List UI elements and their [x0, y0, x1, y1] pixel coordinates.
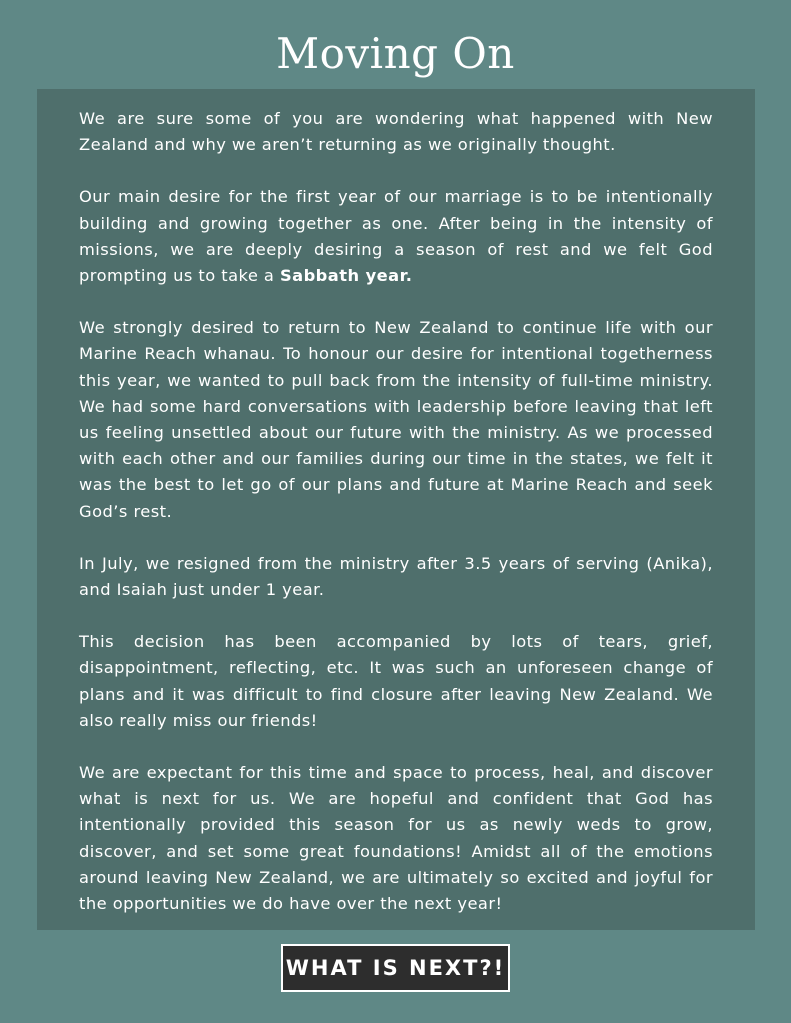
paragraph-intro: We are sure some of you are wondering what happened with New Zealand and why we aren’t returning as we originally thought.: [79, 109, 713, 155]
paragraph-resignation: In July, we resigned from the ministry after 3.5 years of serving (Anika), and Isaiah just under 1 year.: [79, 553, 713, 600]
what-is-next-button[interactable]: WHAT IS NEXT?!: [281, 944, 510, 992]
paragraph-expectant: We are expectant for this time and space to process, heal, and discover what is next for us. We are hopeful and confident that God has intentionally provided this season for us as newly weds to grow, discover, and set some great foundations! Amidst all of the emotions around leaving New Zealand, we are ultimately so excited and joyful for the opportunities we do have over the next year!: [79, 763, 713, 914]
paragraph-marine-reach: We strongly desired to return to New Zealand to continue life with our Marine Reach whanau. To honour our desire for intentional togetherness this year, we wanted to pull back from the intensity of full-time ministry. We had some hard conversations with leadership before leaving that left us feeling unsettled about our future with the ministry. As we processed with each other and our families during our time in the states, we felt it was the best to let go of our plans and future at Marine Reach and seek God’s rest.: [79, 318, 713, 521]
paragraph-emotions: This decision has been accompanied by lots of tears, grief, disappointment, reflecting, etc. It was such an unforeseen change of plans and it was difficult to find closure after leaving New Zealand. We also really miss our friends!: [79, 632, 713, 730]
content-panel: [37, 89, 755, 930]
paragraph-sabbath-text: Our main desire for the first year of our marriage is to be intentionally building and growing together as one. After being in the intensity of missions, we are deeply desiring a season of rest and we felt God prompting us to take a: [79, 187, 713, 286]
page-title: Moving On: [276, 29, 515, 78]
sabbath-year-emphasis: Sabbath year.: [279, 266, 413, 286]
paragraph-sabbath: [79, 184, 713, 289]
